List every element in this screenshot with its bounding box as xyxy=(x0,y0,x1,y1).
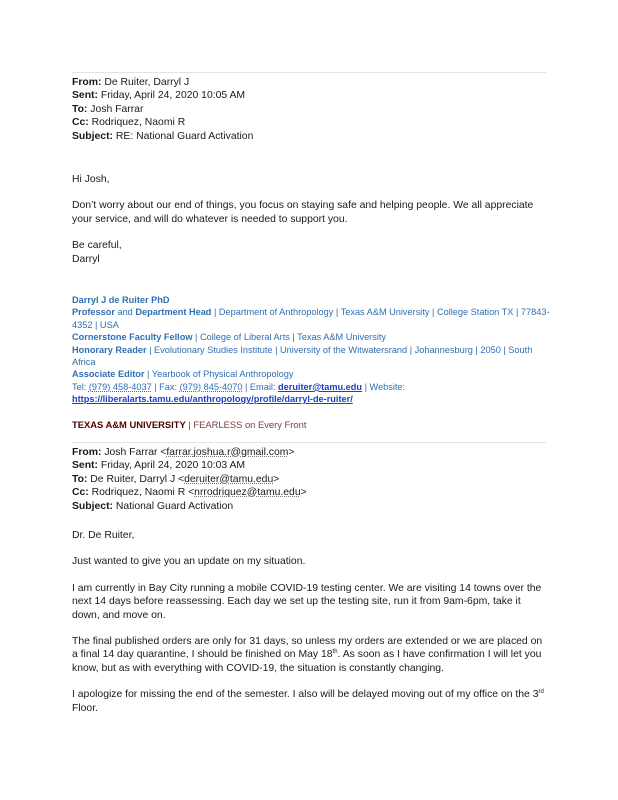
orig-paragraph-3: The final published orders are only for 31 days, so unless my orders are extended or we are placed on a final 14 day quarantine, I should be finished on May 18th. As soon as I have confirmation I will let you know, but as with everything with COVID-19, the situation is constantly changing. xyxy=(72,636,543,674)
signature-title-4: Associate Editor | Yearbook of Physical Anthropology xyxy=(72,369,294,380)
signature-name: Darryl J de Ruiter PhD xyxy=(72,295,170,305)
body-paragraph: Don’t worry about our end of things, you focus on staying safe and helping people. We all appreciate your service, and will do whatever is needed to support you. xyxy=(72,200,534,225)
orig-cc-email[interactable]: nrrodriquez@tamu.edu xyxy=(194,487,301,499)
from-value: De Ruiter, Darryl J xyxy=(104,77,190,88)
orig-paragraph-4: I apologize for missing the end of the semester. I also will be delayed moving out of my office on the 3rd Floor. xyxy=(72,689,544,714)
cc-line: Cc: Rodriquez, Naomi R xyxy=(72,117,186,129)
original-body xyxy=(72,529,550,715)
separator-original xyxy=(72,442,546,443)
university-brand: TEXAS A&M UNIVERSITY xyxy=(72,419,186,430)
from-line: From: De Ruiter, Darryl J xyxy=(72,77,190,88)
to-line: To: Josh Farrar xyxy=(72,103,144,115)
orig-cc-line: Cc: Rodriquez, Naomi R <nrrodriquez@tamu.edu> xyxy=(72,487,307,499)
to-value: Josh Farrar xyxy=(90,103,144,115)
orig-to-line: To: De Ruiter, Darryl J <deruiter@tamu.edu> xyxy=(72,473,280,485)
fax-link[interactable]: (979) 845-4070 xyxy=(179,381,243,392)
orig-greeting: Dr. De Ruiter, xyxy=(72,530,135,541)
signature-title-3: Honorary Reader | Evolutionary Studies Institute | University of the Witwatersrand | Johannesburg | 2050 | South Africa xyxy=(72,344,533,368)
sent-value: Friday, April 24, 2020 10:05 AM xyxy=(100,90,246,102)
closing: Be careful, xyxy=(72,240,122,252)
website-link[interactable]: https://liberalarts.tamu.edu/anthropology/profile/darryl-de-ruiter/ xyxy=(72,394,353,405)
university-tagline xyxy=(72,418,306,431)
orig-paragraph-2: I am currently in Bay City running a mobile COVID-19 testing center. We are visiting 14 towns over the next 14 days before reassessing. Each day we set up the testing site, run it from 9am-6pm, take it down, and move on. xyxy=(72,582,542,621)
phone-link[interactable]: (979) 458-4037 xyxy=(88,381,152,392)
orig-sent-line: Sent: Friday, April 24, 2020 10:03 AM xyxy=(72,460,246,472)
subject-line: Subject: RE: National Guard Activation xyxy=(72,130,254,142)
orig-to-email[interactable]: deruiter@tamu.edu xyxy=(184,473,274,485)
greeting: Hi Josh, xyxy=(72,174,110,185)
orig-paragraph-1: Just wanted to give you an update on my situation. xyxy=(72,556,306,568)
email-signature xyxy=(72,294,552,406)
signature-title-2: Cornerstone Faculty Fellow | College of Liberal Arts | Texas A&M University xyxy=(72,332,387,343)
tagline: | FEARLESS on Every Front xyxy=(185,419,307,430)
orig-from-line: From: Josh Farrar <farrar.joshua.r@gmail.com> xyxy=(72,447,295,458)
reply-header xyxy=(72,76,253,143)
email-link[interactable]: deruiter@tamu.edu xyxy=(278,381,363,392)
signoff: Darryl xyxy=(72,253,100,265)
reply-body xyxy=(72,173,550,266)
signature-title-1: Professor and Department Head | Department of Anthropology | Texas A&M University | College Station TX | 77843-4352 | USA xyxy=(72,307,550,330)
signature-contact: Tel: (979) 458-4037 | Fax: (979) 845-4070 | Email: deruiter@tamu.edu | Website: xyxy=(72,381,406,392)
sent-line: Sent: Friday, April 24, 2020 10:05 AM xyxy=(72,90,246,102)
cc-value: Rodriquez, Naomi R xyxy=(91,117,186,129)
orig-subject-line: Subject: National Guard Activation xyxy=(72,500,234,512)
separator-top xyxy=(72,72,546,73)
original-header xyxy=(72,446,307,513)
orig-from-email[interactable]: farrar.joshua.r@gmail.com xyxy=(166,447,289,458)
subject-value: RE: National Guard Activation xyxy=(115,130,254,142)
